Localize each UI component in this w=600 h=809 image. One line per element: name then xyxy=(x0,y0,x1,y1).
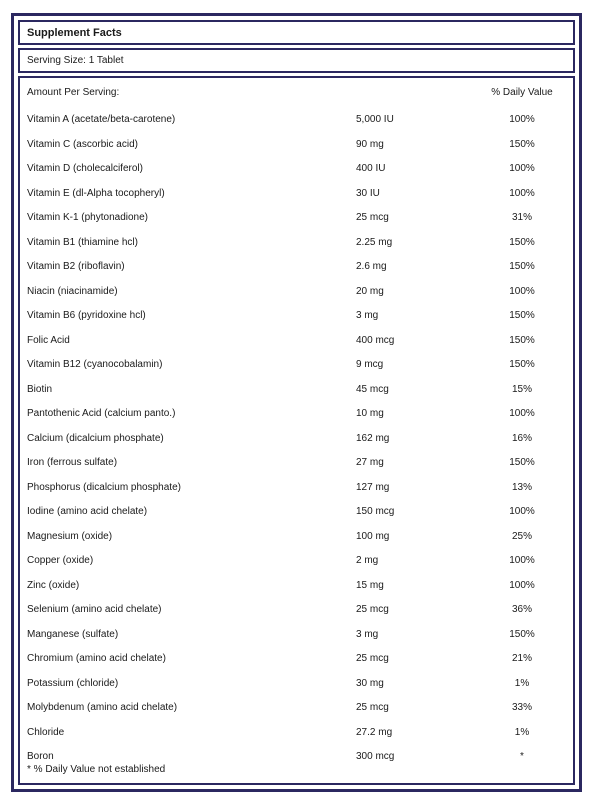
table-row xyxy=(20,206,573,231)
nutrient-daily-value: 33% xyxy=(511,702,532,713)
panel-title: Supplement Facts xyxy=(27,26,122,39)
nutrient-amount: 400 mcg xyxy=(356,334,395,346)
table-row xyxy=(20,280,573,305)
table-row xyxy=(20,108,573,133)
table-row xyxy=(20,133,573,158)
nutrient-amount: 3 mg xyxy=(356,628,379,640)
facts-table xyxy=(18,76,575,785)
nutrient-name: Vitamin K-1 (phytonadione) xyxy=(27,212,148,223)
table-row xyxy=(20,672,573,697)
table-row xyxy=(20,255,573,280)
table-row xyxy=(20,574,573,599)
nutrient-name: Zinc (oxide) xyxy=(27,579,80,591)
nutrient-amount: 25 mcg xyxy=(356,702,389,713)
amount-header: Amount Per Serving: xyxy=(27,87,120,98)
table-row xyxy=(20,427,573,452)
title-box xyxy=(18,20,575,45)
nutrient-daily-value: 100% xyxy=(509,114,535,125)
nutrient-daily-value: 100% xyxy=(509,163,535,174)
nutrient-name: Niacin (niacinamide) xyxy=(27,285,118,297)
table-row xyxy=(20,500,573,525)
nutrient-daily-value: 150% xyxy=(509,138,535,150)
nutrient-amount: 162 mg xyxy=(356,432,390,444)
table-row xyxy=(20,378,573,403)
nutrient-name: Chromium (amino acid chelate) xyxy=(27,653,166,664)
nutrient-daily-value: * xyxy=(520,751,524,762)
table-row xyxy=(20,451,573,476)
nutrient-daily-value: 16% xyxy=(511,432,532,444)
table-row xyxy=(20,476,573,501)
table-row xyxy=(20,647,573,672)
nutrient-daily-value: 13% xyxy=(511,481,532,493)
nutrient-amount: 15 mg xyxy=(356,579,384,591)
nutrient-rows xyxy=(20,108,573,770)
nutrient-name: Biotin xyxy=(27,383,53,395)
nutrient-amount: 45 mcg xyxy=(356,383,389,395)
nutrient-daily-value: 150% xyxy=(509,334,535,346)
nutrient-daily-value: 100% xyxy=(509,555,535,566)
table-row xyxy=(20,549,573,574)
daily-value-header: % Daily Value xyxy=(491,87,553,98)
nutrient-name: Vitamin B6 (pyridoxine hcl) xyxy=(27,310,146,321)
nutrient-name: Vitamin D (cholecalciferol) xyxy=(27,163,143,174)
table-row xyxy=(20,598,573,623)
nutrient-name: Pantothenic Acid (calcium panto.) xyxy=(27,408,176,419)
nutrient-amount: 2.6 mg xyxy=(356,261,387,272)
nutrient-name: Vitamin C (ascorbic acid) xyxy=(27,138,138,150)
serving-size-box xyxy=(18,48,575,73)
nutrient-daily-value: 25% xyxy=(511,530,532,542)
table-row xyxy=(20,402,573,427)
nutrient-amount: 27 mg xyxy=(356,457,384,468)
nutrient-name: Vitamin E (dl-Alpha tocopheryl) xyxy=(27,187,165,199)
nutrient-daily-value: 31% xyxy=(511,212,532,223)
nutrient-daily-value: 150% xyxy=(509,457,535,468)
table-row xyxy=(20,157,573,182)
table-row xyxy=(20,525,573,550)
nutrient-name: Vitamin B12 (cyanocobalamin) xyxy=(27,359,163,370)
table-header xyxy=(20,84,573,102)
nutrient-daily-value: 100% xyxy=(509,408,535,419)
nutrient-amount: 2 mg xyxy=(356,555,379,566)
nutrient-name: Copper (oxide) xyxy=(27,555,94,566)
nutrient-daily-value: 100% xyxy=(509,187,535,199)
nutrient-daily-value: 150% xyxy=(509,236,535,248)
table-row xyxy=(20,721,573,746)
nutrient-name: Magnesium (oxide) xyxy=(27,530,113,542)
nutrient-name: Phosphorus (dicalcium phosphate) xyxy=(27,481,181,493)
nutrient-amount: 27.2 mg xyxy=(356,726,393,738)
nutrient-amount: 3 mg xyxy=(356,310,379,321)
serving-size: Serving Size: 1 Tablet xyxy=(27,55,124,66)
table-row xyxy=(20,329,573,354)
nutrient-daily-value: 36% xyxy=(511,604,532,615)
table-row xyxy=(20,182,573,207)
nutrient-amount: 300 mcg xyxy=(356,751,395,762)
nutrient-amount: 100 mg xyxy=(356,530,390,542)
nutrient-amount: 25 mcg xyxy=(356,653,389,664)
nutrient-daily-value: 100% xyxy=(509,579,535,591)
nutrient-name: Iodine (amino acid chelate) xyxy=(27,506,148,517)
footnote: * % Daily Value not established xyxy=(27,764,166,775)
nutrient-name: Manganese (sulfate) xyxy=(27,628,119,640)
table-row xyxy=(20,353,573,378)
nutrient-amount: 127 mg xyxy=(356,481,390,493)
nutrient-amount: 90 mg xyxy=(356,138,384,150)
nutrient-amount: 30 IU xyxy=(356,187,380,199)
nutrient-daily-value: 150% xyxy=(509,310,535,321)
nutrient-amount: 10 mg xyxy=(356,408,384,419)
nutrient-amount: 25 mcg xyxy=(356,212,389,223)
nutrient-amount: 9 mcg xyxy=(356,359,384,370)
nutrient-name: Potassium (chloride) xyxy=(27,677,119,689)
nutrient-name: Selenium (amino acid chelate) xyxy=(27,604,162,615)
nutrient-amount: 30 mg xyxy=(356,677,384,689)
nutrient-daily-value: 100% xyxy=(509,506,535,517)
nutrient-amount: 20 mg xyxy=(356,285,384,297)
nutrient-amount: 5,000 IU xyxy=(356,114,394,125)
nutrient-daily-value: 150% xyxy=(509,261,535,272)
nutrient-name: Calcium (dicalcium phosphate) xyxy=(27,432,164,444)
nutrient-amount: 25 mcg xyxy=(356,604,389,615)
nutrient-daily-value: 1% xyxy=(514,726,530,738)
table-row xyxy=(20,623,573,648)
nutrient-daily-value: 21% xyxy=(511,653,532,664)
nutrient-name: Vitamin A (acetate/beta-carotene) xyxy=(27,114,176,125)
nutrient-daily-value: 100% xyxy=(509,285,535,297)
nutrient-name: Chloride xyxy=(27,726,65,738)
nutrient-amount: 400 IU xyxy=(356,163,386,174)
supplement-facts-panel xyxy=(11,13,582,792)
nutrient-name: Folic Acid xyxy=(27,334,70,346)
table-row xyxy=(20,231,573,256)
nutrient-daily-value: 150% xyxy=(509,628,535,640)
nutrient-daily-value: 1% xyxy=(514,677,530,689)
table-row xyxy=(20,696,573,721)
nutrient-name: Vitamin B2 (riboflavin) xyxy=(27,261,125,272)
nutrient-daily-value: 150% xyxy=(509,359,535,370)
nutrient-name: Vitamin B1 (thiamine hcl) xyxy=(27,236,138,248)
nutrient-amount: 2.25 mg xyxy=(356,236,393,248)
nutrient-daily-value: 15% xyxy=(511,383,532,395)
nutrient-name: Boron xyxy=(27,751,54,762)
nutrient-name: Molybdenum (amino acid chelate) xyxy=(27,702,178,713)
table-row xyxy=(20,304,573,329)
nutrient-name: Iron (ferrous sulfate) xyxy=(27,457,118,468)
nutrient-amount: 150 mcg xyxy=(356,506,395,517)
